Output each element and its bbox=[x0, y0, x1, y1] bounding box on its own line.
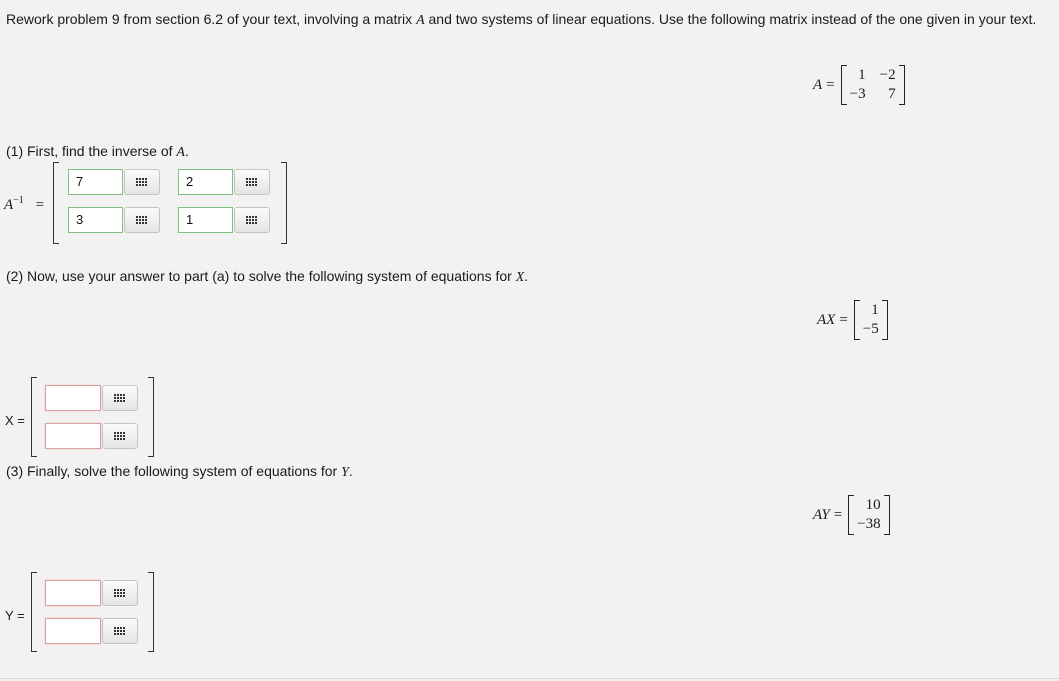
matrix-palette-icon bbox=[136, 178, 148, 187]
part3-prompt: (3) Finally, solve the following system of equations for Y. bbox=[6, 463, 353, 480]
y-input-1[interactable] bbox=[45, 580, 101, 606]
ay-equation: AY = 10 −38 bbox=[813, 495, 890, 535]
matrix-palette-button[interactable] bbox=[102, 580, 138, 606]
y-input-2[interactable] bbox=[45, 618, 101, 644]
inverse-input-r2c1[interactable]: 3 bbox=[68, 207, 123, 233]
inverse-input-r2c2[interactable]: 1 bbox=[178, 207, 233, 233]
ax-equation: AX = 1 −5 bbox=[817, 300, 888, 340]
matrix-palette-button[interactable] bbox=[234, 169, 270, 195]
matrix-a-entry: −2 bbox=[879, 67, 896, 83]
rhs-entry: −38 bbox=[857, 516, 881, 532]
matrix-palette-button[interactable] bbox=[234, 207, 270, 233]
matrix-palette-icon bbox=[246, 216, 258, 225]
rhs-entry: 1 bbox=[871, 302, 879, 318]
right-bracket bbox=[882, 300, 888, 340]
matrix-palette-icon bbox=[114, 394, 126, 403]
matrix-palette-button[interactable] bbox=[102, 423, 138, 449]
y-label: Y = bbox=[5, 608, 25, 623]
matrix-palette-icon bbox=[114, 627, 126, 636]
inverse-label: $A^{-1}$ = bbox=[4, 195, 45, 213]
matrix-a-entry: 1 bbox=[858, 67, 866, 83]
x-label: X = bbox=[5, 413, 25, 428]
x-right-bracket bbox=[148, 377, 154, 457]
part1-prompt: (1) First, find the inverse of A. bbox=[6, 143, 189, 160]
y-right-bracket bbox=[148, 572, 154, 652]
matrix-palette-button[interactable] bbox=[102, 618, 138, 644]
x-left-bracket bbox=[31, 377, 37, 457]
bottom-divider bbox=[0, 678, 1059, 679]
part2-prompt: (2) Now, use your answer to part (a) to solve the following system of equations for X. bbox=[6, 268, 529, 285]
problem-statement: Rework problem 9 from section 6.2 of your text, involving a matrix A and two systems of linear equations. Use the following matrix instead of the one given in your text. bbox=[6, 11, 1037, 28]
matrix-palette-button[interactable] bbox=[124, 207, 160, 233]
ax-rhs-vector bbox=[860, 301, 882, 339]
right-bracket bbox=[899, 65, 905, 105]
matrix-palette-icon bbox=[114, 589, 126, 598]
matrix-a-entry: −3 bbox=[849, 86, 866, 102]
rhs-entry: −5 bbox=[862, 321, 879, 337]
matrix-palette-icon bbox=[136, 216, 148, 225]
matrix-a-entry: 7 bbox=[888, 86, 896, 102]
inverse-input-r1c1[interactable]: 7 bbox=[68, 169, 123, 195]
inverse-left-bracket bbox=[53, 162, 59, 244]
matrix-a-entries bbox=[847, 66, 899, 104]
x-input-2[interactable] bbox=[45, 423, 101, 449]
matrix-palette-button[interactable] bbox=[124, 169, 160, 195]
y-left-bracket bbox=[31, 572, 37, 652]
matrix-palette-button[interactable] bbox=[102, 385, 138, 411]
rhs-entry: 10 bbox=[865, 497, 881, 513]
inverse-right-bracket bbox=[281, 162, 287, 244]
matrix-palette-icon bbox=[114, 432, 126, 441]
x-input-1[interactable] bbox=[45, 385, 101, 411]
matrix-palette-icon bbox=[246, 178, 258, 187]
inverse-input-r1c2[interactable]: 2 bbox=[178, 169, 233, 195]
matrix-a-display: A = 1 −2 −3 7 bbox=[813, 65, 905, 105]
matrix-var: A bbox=[416, 13, 425, 28]
right-bracket bbox=[884, 495, 890, 535]
ay-rhs-vector bbox=[854, 496, 883, 534]
